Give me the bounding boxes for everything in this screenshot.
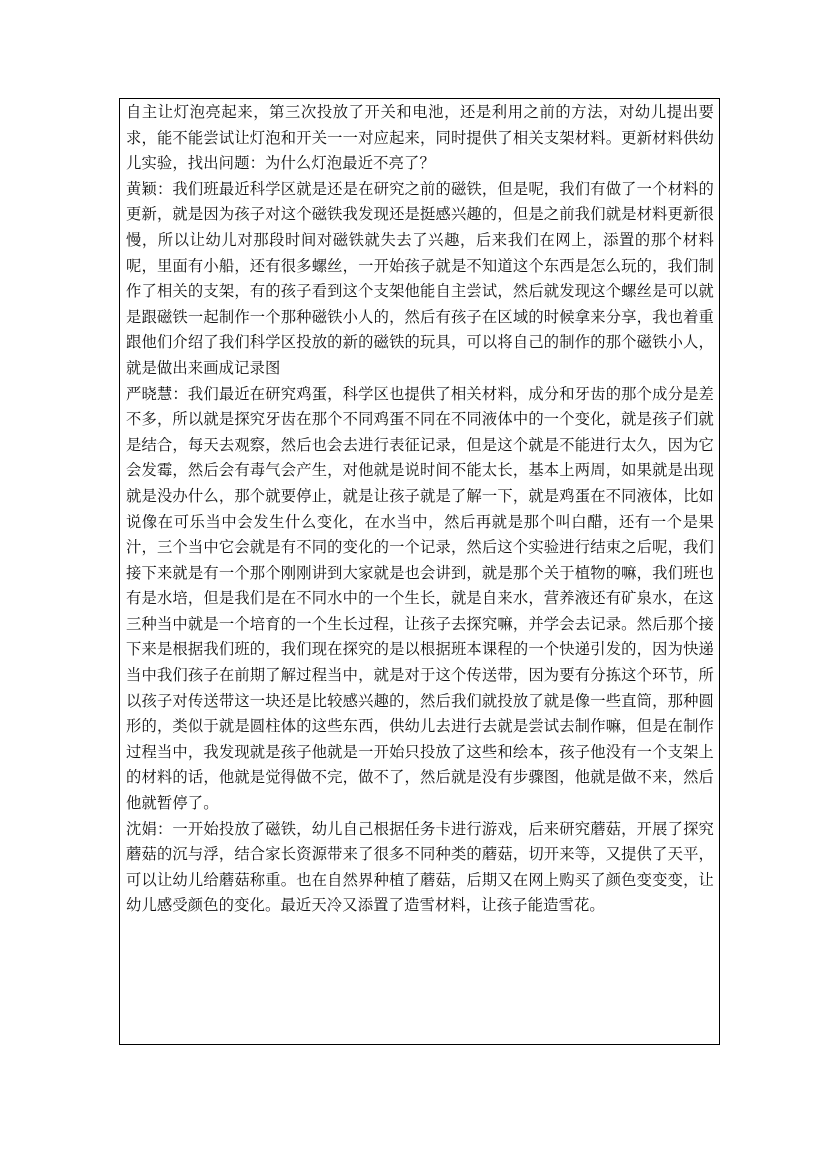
paragraph-huang-ying: 黄颖：我们班最近科学区就是还是在研究之前的磁铁，但是呢，我们有做了一个材料的更新，就是因为孩子对这个磁铁我发现还是挺感兴趣的，但是之前我们就是材料更新很慢，所以让幼儿对那段时间对磁铁就失去了兴趣，后来我们在网上，添置的那个材料呢，里面有小船，还有很多螺丝，一开始孩子就是不知道这个东西是怎么玩的，我们制作了相关的支架，有的孩子看到这个支架他能自主尝试，然后就发现这个螺丝是可以就是跟磁铁一起制作一个那种磁铁小人的，然后有孩子在区域的时候拿来分享，我也着重跟他们介绍了我们科学区投放的新的磁铁的玩具，可以将自己的制作的那个磁铁小人，就是做出来画成记录图 — [126, 179, 714, 377]
table-cell-content — [126, 100, 714, 919]
paragraph-intro: 自主让灯泡亮起来，第三次投放了开关和电池，还是利用之前的方法，对幼儿提出要求，能不能尝试让灯泡和开关一一对应起来，同时提供了相关支架材料。更新材料供幼儿实验，找出问题：为什么灯泡最近不亮了？ — [126, 103, 714, 173]
paragraph-shen-juan: 沈娟：一开始投放了磁铁，幼儿自己根据任务卡进行游戏，后来研究蘑菇，开展了探究蘑菇的沉与浮，结合家长资源带来了很多不同种类的蘑菇，切开来等，又提供了天平，可以让幼儿给蘑菇称重。也在自然界种植了蘑菇，后期又在网上购买了颜色变变变，让幼儿感受颜色的变化。最近天冷又添置了造雪材料，让孩子能造雪花。 — [126, 819, 714, 915]
paragraph-yan-xiaohui: 严晓慧：我们最近在研究鸡蛋，科学区也提供了相关材料，成分和牙齿的那个成分是差不多，所以就是探究牙齿在那个不同鸡蛋不同在不同液体中的一个变化，就是孩子们就是结合，每天去观察，然后也会去进行表征记录，但是这个就是不能进行太久，因为它会发霉，然后会有毒气会产生，对他就是说时间不能太长，基本上两周，如果就是出现就是没办什么，那个就要停止，就是让孩子就是了解一下，就是鸡蛋在不同液体，比如说像在可乐当中会发生什么变化，在水当中，然后再就是那个叫白醋，还有一个是果汁，三个当中它会就是有不同的变化的一个记录，然后这个实验进行结束之后呢，我们接下来就是有一个那个刚刚讲到大家就是也会讲到，就是那个关于植物的嘛，我们班也有是水培，但是我们是在不同水中的一个生长，就是自来水，营养液还有矿泉水，在这三种当中就是一个培育的一个生长过程，让孩子去探究嘛，并学会去记录。然后那个接下来是根据我们班的，我们现在探究的是以根据班本课程的一个快递引发的，因为快递当中我们孩子在前期了解过程当中，就是对于这个传送带，因为要有分拣这个环节，所以孩子对传送带这一块还是比较感兴趣的，然后我们就投放了就是像一些直筒，那种圆形的，类似于就是圆柱体的这些东西，供幼儿去进行去就是尝试去制作嘛，但是在制作过程当中，我发现就是孩子他就是一开始只投放了这些和绘本，孩子他没有一个支架上的材料的话，他就是觉得做不完，做不了，然后就是没有步骤图，他就是做不来，然后他就暂停了。 — [126, 384, 714, 813]
